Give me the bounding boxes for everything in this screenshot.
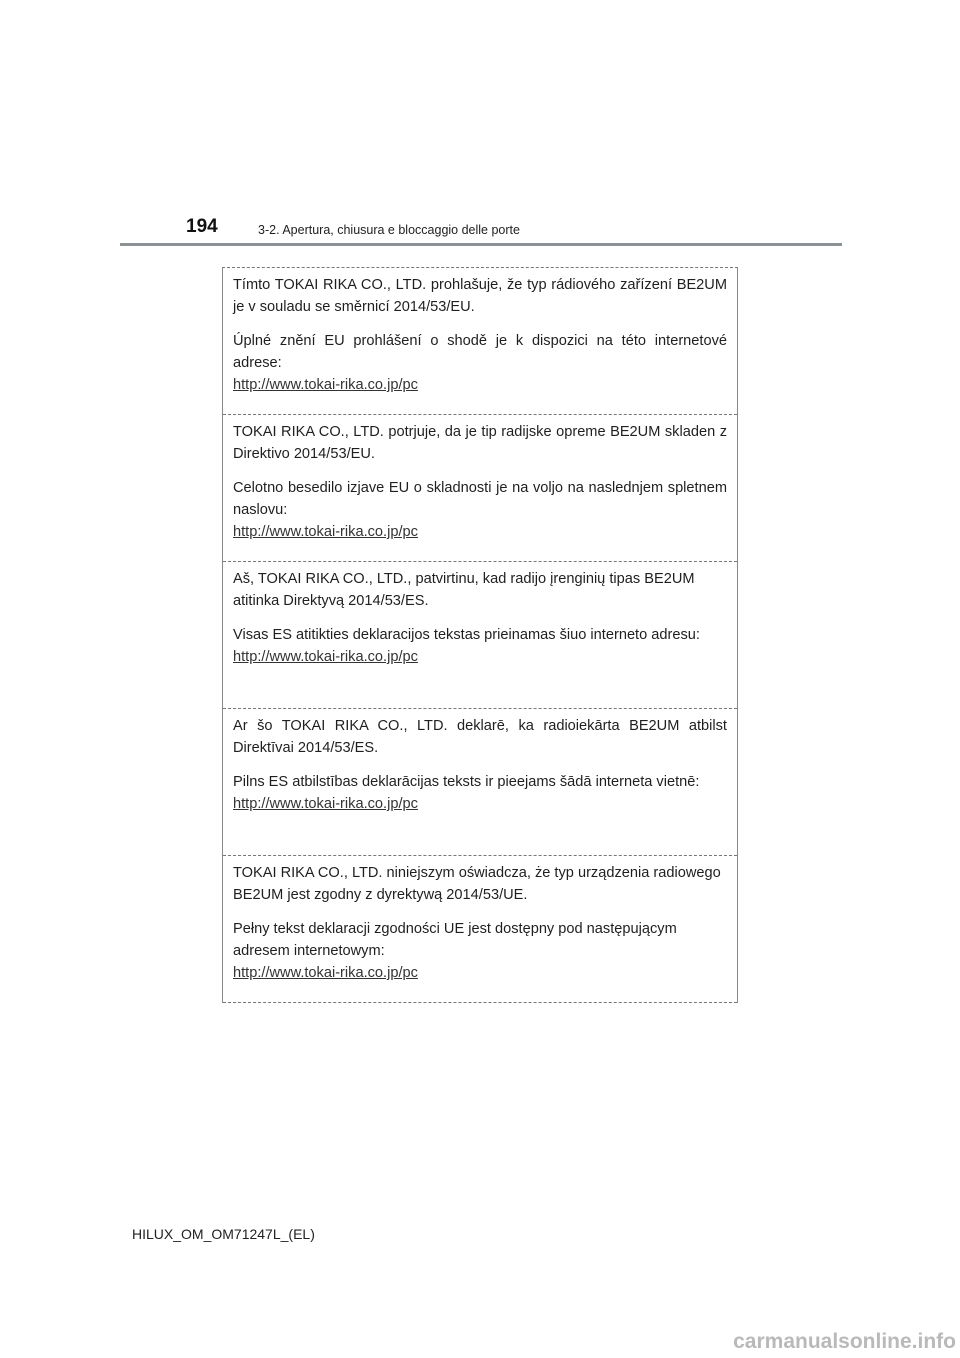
declaration-block-lv	[223, 709, 737, 856]
declaration-statement: Ar šo TOKAI RIKA CO., LTD. deklarē, ka radioiekārta BE2UM atbilst Direktīvai 2014/53/ES.	[233, 718, 727, 756]
declarations-table	[222, 267, 738, 1003]
declaration-statement: TOKAI RIKA CO., LTD. potrjuje, da je tip radijske opreme BE2UM skladen z Direktivo 2014/53/EU.	[233, 424, 727, 462]
page-header	[0, 0, 960, 250]
declaration-block-lt	[223, 562, 737, 709]
document-code: HILUX_OM_OM71247L_(EL)	[132, 1226, 315, 1242]
page-number: 194	[186, 216, 218, 237]
watermark-text: carmanualsonline.info	[733, 1330, 956, 1353]
declaration-availability: Úplné znění EU prohlášení o shodě je k dispozici na této internetové adrese:	[233, 333, 727, 371]
declaration-block-pl	[223, 856, 737, 1003]
declaration-availability: Pełny tekst deklaracji zgodności UE jest dostępny pod następującym adresem internetowym:	[233, 921, 677, 959]
declaration-availability: Celotno besedilo izjave EU o skladnosti je na voljo na naslednjem spletnem naslovu:	[233, 480, 727, 518]
declaration-block-cs	[223, 268, 737, 415]
declaration-statement: Aš, TOKAI RIKA CO., LTD., patvirtinu, kad radijo įrenginių tipas BE2UM atitinka Direktyvą 2014/53/ES.	[233, 571, 695, 609]
declaration-url-link[interactable]: http://www.tokai-rika.co.jp/pc	[233, 965, 418, 981]
declaration-statement: Tímto TOKAI RIKA CO., LTD. prohlašuje, že typ rádiového zařízení BE2UM je v souladu se směrnicí 2014/53/EU.	[233, 277, 727, 315]
section-title: 3-2. Apertura, chiusura e bloccaggio delle porte	[258, 223, 520, 237]
declaration-url-link[interactable]: http://www.tokai-rika.co.jp/pc	[233, 524, 418, 540]
declaration-statement: TOKAI RIKA CO., LTD. niniejszym oświadcza, że typ urządzenia radiowego BE2UM jest zgodny z dyrektywą 2014/53/UE.	[233, 865, 721, 903]
declaration-block-sl	[223, 415, 737, 562]
declaration-url-link[interactable]: http://www.tokai-rika.co.jp/pc	[233, 377, 418, 393]
declaration-availability: Visas ES atitikties deklaracijos tekstas prieinamas šiuo interneto adresu:	[233, 627, 700, 643]
header-divider	[120, 243, 842, 246]
declaration-url-link[interactable]: http://www.tokai-rika.co.jp/pc	[233, 649, 418, 665]
declaration-url-link[interactable]: http://www.tokai-rika.co.jp/pc	[233, 796, 418, 812]
declaration-availability: Pilns ES atbilstības deklarācijas teksts ir pieejams šādā interneta vietnē:	[233, 774, 700, 790]
